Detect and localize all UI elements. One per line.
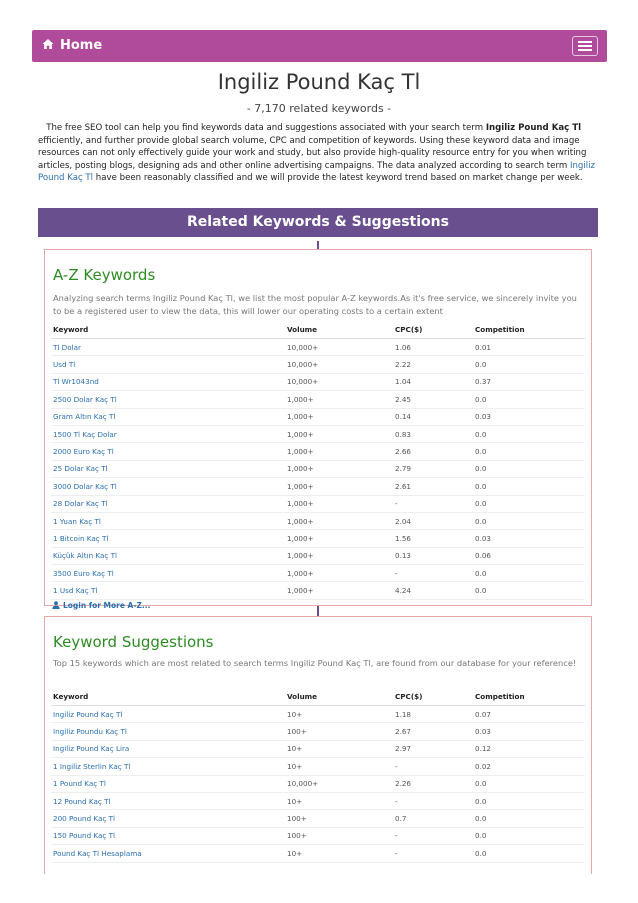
az-keywords-title: A-Z Keywords [53,266,156,284]
keyword-link[interactable]: Küçük Altın Kaç Tl [53,551,118,561]
az-keywords-description: Analyzing search terms Ingiliz Pound Kaç Tl, we list the most popular A-Z keywords.As it's free service, we sincerely invite you to be a registered user to view the data, this will lower our operating costs to a certain extent [53,293,577,316]
menu-icon-bar [578,45,592,47]
table-row [51,810,585,827]
column-volume: Volume [285,688,393,706]
table-row [51,775,585,792]
keyword-link[interactable]: 2000 Euro Kaç Tl [53,447,114,457]
cell-volume: 1,000+ [285,408,393,425]
cell-competition: 0.07 [473,706,585,723]
cell-volume: 1,000+ [285,425,393,442]
cell-cpc: 0.14 [393,408,473,425]
cell-competition: 0.0 [473,356,585,373]
login-more-label: Login for More A-Z... [63,601,151,610]
keyword-link[interactable]: 3500 Euro Kaç Tl [53,568,114,578]
cell-keyword [51,547,285,564]
table-row [51,443,585,460]
keyword-link[interactable]: 2500 Dolar Kaç Tl [53,394,117,404]
table-row [51,391,585,408]
cell-volume: 10,000+ [285,775,393,792]
keyword-suggestions-description: Top 15 keywords which are most related to search terms Ingiliz Pound Kaç Tl, are found from our database for your reference! [53,658,577,668]
cell-competition: 0.0 [473,810,585,827]
table-row [51,792,585,809]
table-row [51,460,585,477]
az-keywords-card [44,249,592,606]
keyword-link[interactable]: Ingiliz Pound Kaç Lira [53,744,130,754]
cell-competition: 0.03 [473,723,585,740]
cell-cpc: 0.83 [393,425,473,442]
cell-cpc: - [393,827,473,844]
cell-cpc: 1.18 [393,706,473,723]
cell-volume: 100+ [285,827,393,844]
keyword-link[interactable]: 150 Pound Kaç Tl [53,831,116,841]
cell-keyword [51,460,285,477]
cell-keyword [51,530,285,547]
cell-cpc: 2.26 [393,775,473,792]
cell-volume: 10,000+ [285,373,393,390]
cell-keyword [51,391,285,408]
cell-volume: 1,000+ [285,478,393,495]
cell-cpc: - [393,792,473,809]
cell-volume: 100+ [285,810,393,827]
table-row [51,827,585,844]
intro-paragraph [38,122,600,185]
keyword-link[interactable]: Gram Altın Kaç Tl [53,412,116,422]
column-cpc: CPC($) [393,321,473,339]
keyword-link[interactable]: 28 Dolar Kaç Tl [53,499,108,509]
cell-competition: 0.0 [473,478,585,495]
cell-competition: 0.0 [473,495,585,512]
keyword-link[interactable]: 1 Ingiliz Sterlin Kaç Tl [53,761,131,771]
table-row [51,582,585,599]
cell-cpc: 2.66 [393,443,473,460]
intro-text-3: have been reasonably classified and we will provide the latest keyword trend based on market change per week. [93,173,583,184]
cell-keyword [51,582,285,599]
table-row [51,845,585,862]
keyword-link[interactable]: 1 Usd Kaç Tl [53,586,98,596]
keyword-link[interactable]: 1 Yuan Kaç Tl [53,516,101,526]
cell-cpc: 2.61 [393,478,473,495]
cell-keyword [51,495,285,512]
keyword-link[interactable]: 3000 Dolar Kaç Tl [53,481,117,491]
keyword-link[interactable]: 200 Pound Kaç Tl [53,814,116,824]
cell-volume: 1,000+ [285,547,393,564]
keyword-link[interactable]: 1 Pound Kaç Tl [53,779,106,789]
menu-icon [578,41,592,43]
cell-volume: 100+ [285,723,393,740]
table-row [51,565,585,582]
cell-cpc: 2.67 [393,723,473,740]
cell-competition: 0.0 [473,391,585,408]
cell-volume: 1,000+ [285,460,393,477]
cell-cpc: - [393,495,473,512]
top-navbar [32,30,607,62]
connector-line [317,606,319,616]
cell-volume: 10,000+ [285,339,393,356]
menu-toggle-button[interactable] [572,36,598,56]
cell-volume: 10+ [285,740,393,757]
table-row [51,512,585,529]
cell-competition: 0.0 [473,582,585,599]
intro-text-1: The free SEO tool can help you find keywords data and suggestions associated with your search term [46,123,486,133]
cell-keyword [51,758,285,775]
table-row [51,723,585,740]
column-volume: Volume [285,321,393,339]
cell-competition: 0.0 [473,512,585,529]
cell-keyword [51,425,285,442]
cell-cpc: 2.22 [393,356,473,373]
table-header-row [51,321,585,339]
table-row [51,478,585,495]
cell-keyword [51,810,285,827]
keyword-suggestions-title: Keyword Suggestions [53,633,214,651]
column-competition: Competition [473,321,585,339]
column-keyword: Keyword [51,321,285,339]
cell-volume: 1,000+ [285,530,393,547]
cell-keyword [51,443,285,460]
cell-keyword [51,845,285,862]
cell-keyword [51,792,285,809]
cell-volume: 10+ [285,758,393,775]
table-row [51,373,585,390]
keyword-link[interactable]: Pound Kaç Tl Hesaplama [53,848,142,858]
cell-competition: 0.37 [473,373,585,390]
keyword-suggestions-table [51,688,585,863]
table-row [51,495,585,512]
cell-competition: 0.0 [473,460,585,477]
cell-keyword [51,339,285,356]
cell-cpc: 0.13 [393,547,473,564]
cell-cpc: 1.04 [393,373,473,390]
table-row [51,425,585,442]
cell-competition: 0.0 [473,827,585,844]
cell-volume: 1,000+ [285,443,393,460]
cell-volume: 1,000+ [285,495,393,512]
cell-cpc: 1.06 [393,339,473,356]
keyword-link[interactable]: 1 Bitcoin Kaç Tl [53,533,109,543]
cell-volume: 1,000+ [285,565,393,582]
table-row [51,356,585,373]
cell-keyword [51,706,285,723]
keyword-link[interactable]: 12 Pound Kaç Tl [53,796,111,806]
cell-volume: 10,000+ [285,356,393,373]
home-icon [42,38,54,50]
table-row [51,706,585,723]
table-row [51,530,585,547]
cell-competition: 0.0 [473,425,585,442]
cell-competition: 0.03 [473,530,585,547]
cell-keyword [51,723,285,740]
cell-keyword [51,512,285,529]
column-keyword: Keyword [51,688,285,706]
cell-volume: 1,000+ [285,582,393,599]
keyword-link[interactable]: Ingiliz Pound Kaç Tl [53,709,123,719]
cell-keyword [51,373,285,390]
keyword-suggestions-card [44,616,592,874]
cell-cpc: - [393,565,473,582]
page-title: Ingiliz Pound Kaç Tl [217,70,421,94]
cell-cpc: - [393,758,473,775]
cell-keyword [51,827,285,844]
page-subtitle: - 7,170 related keywords - [246,102,392,115]
table-header-row [51,688,585,706]
column-cpc: CPC($) [393,688,473,706]
table-row [51,740,585,757]
intro-term-bold: Ingiliz Pound Kaç Tl [485,123,582,133]
cell-cpc: 1.56 [393,530,473,547]
intro-term-link[interactable]: Ingiliz Pound Kaç Tl [38,160,596,184]
cell-cpc: 2.97 [393,740,473,757]
table-row [51,758,585,775]
cell-keyword [51,408,285,425]
table-row [51,339,585,356]
table-row [51,408,585,425]
cell-keyword [51,775,285,792]
user-icon [52,601,60,609]
cell-volume: 10+ [285,792,393,809]
menu-icon-bar [578,49,592,51]
cell-cpc: 2.04 [393,512,473,529]
login-more-link[interactable] [52,601,150,610]
column-competition: Competition [473,688,585,706]
cell-keyword [51,478,285,495]
cell-competition: 0.01 [473,339,585,356]
keyword-link[interactable]: 1500 Tl Kaç Dolar [53,429,117,439]
home-label: Home [60,38,103,53]
keyword-link[interactable]: Tl Wr1043nd [53,377,99,387]
az-keywords-table [51,321,585,600]
cell-competition: 0.03 [473,408,585,425]
cell-competition: 0.0 [473,792,585,809]
cell-competition: 0.0 [473,845,585,862]
cell-competition: 0.12 [473,740,585,757]
keyword-link[interactable]: Tl Dolar [53,342,81,352]
cell-cpc: 4.24 [393,582,473,599]
cell-volume: 1,000+ [285,391,393,408]
cell-cpc: - [393,845,473,862]
cell-competition: 0.02 [473,758,585,775]
cell-keyword [51,565,285,582]
cell-volume: 10+ [285,845,393,862]
cell-competition: 0.0 [473,565,585,582]
table-row [51,547,585,564]
cell-keyword [51,740,285,757]
cell-competition: 0.0 [473,775,585,792]
cell-keyword [51,356,285,373]
keyword-link[interactable]: 25 Dolar Kaç Tl [53,464,108,474]
related-keywords-banner: Related Keywords & Suggestions [38,208,598,237]
cell-competition: 0.06 [473,547,585,564]
keyword-link[interactable]: Ingiliz Poundu Kaç Tl [53,727,127,737]
keyword-link[interactable]: Usd Tl [53,360,76,370]
cell-cpc: 2.79 [393,460,473,477]
home-link[interactable] [42,38,102,53]
connector-line [317,241,319,249]
cell-competition: 0.0 [473,443,585,460]
cell-cpc: 0.7 [393,810,473,827]
cell-volume: 10+ [285,706,393,723]
cell-cpc: 2.45 [393,391,473,408]
cell-volume: 1,000+ [285,512,393,529]
intro-text-2: efficiently, and further provide global search volume, CPC and competition of keywords. Using these keyword data and image resources can not only effectively guide your work and study, but also provide high-quality resource entry for you when writing articles, posting blogs, designing ads and other online advertising campaigns. The data analyzed according to search term [38,135,587,171]
